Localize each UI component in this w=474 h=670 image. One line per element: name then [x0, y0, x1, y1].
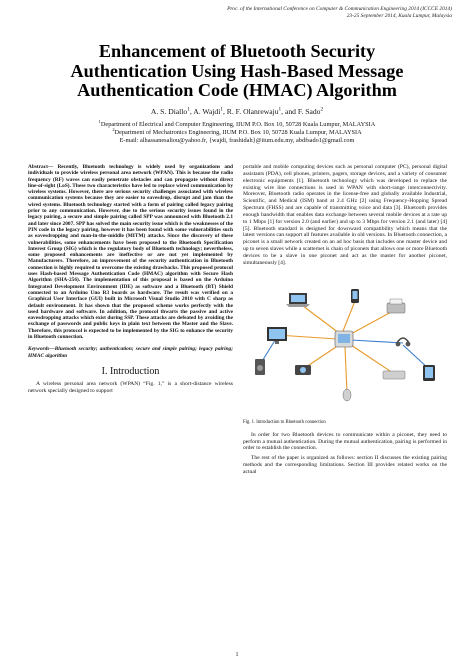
right-paragraph-2: In order for two Bluetooth devices to communicate within a piconet, they need to perform a mutual authentication. During the mutual authentication, pairing is performed in order to establish the connection.: [243, 431, 447, 452]
left-column: [28, 164, 233, 395]
hub-device: [335, 331, 353, 347]
link: [345, 347, 347, 393]
author-2: A. Wajdi: [193, 107, 221, 116]
link: [299, 303, 339, 333]
conference-line-2: 23-25 September 2014, Kuala Lumpur, Malaysia: [346, 13, 452, 19]
author-4: F. Sado: [297, 107, 321, 116]
monitor-icon: [267, 327, 287, 344]
affiliation-1-sup: 1: [98, 118, 101, 124]
section-number: I.: [101, 365, 108, 377]
phone-icon: [351, 289, 359, 303]
figure-bluetooth-connection: [243, 273, 447, 413]
author-4-sup: 2: [320, 106, 324, 113]
affiliation-1-text: Department of Electrical and Computer Engineering, IIUM P.O. Box 10, 50728 Kuala Lumpur, MALAYSIA: [100, 121, 376, 128]
section-heading-introduction: [28, 366, 233, 378]
title-line-3: Authentication Code (HMAC) Algorithm: [77, 80, 397, 100]
printer-icon: [387, 299, 405, 313]
link: [343, 301, 355, 331]
page-number: 1: [235, 652, 239, 658]
author-sep-3: , and: [281, 107, 298, 116]
tablet-icon: [423, 365, 435, 381]
laptop-icon: [286, 293, 310, 307]
keyboard-icon: [383, 371, 405, 379]
affiliation-2-sup: 2: [112, 126, 115, 132]
affiliation-1: [20, 118, 454, 129]
camera-icon: [295, 365, 311, 375]
author-sep-1: ,: [189, 107, 194, 116]
speaker-icon: [255, 359, 265, 375]
affiliation-2: [20, 126, 454, 137]
title-line-2: Authentication Using Hash-Based Message: [70, 60, 404, 81]
affiliations: [20, 118, 454, 145]
figure-caption: Fig. 1. Introduction to Bluetooth connection: [243, 419, 326, 425]
link: [351, 345, 393, 373]
paper-title: [30, 42, 444, 101]
conference-header: [152, 6, 452, 20]
intro-paragraph-1: A wireless personal area network (WPAN) “Fig. 1,” is a short-distance wireless network specially designed to support: [28, 380, 233, 394]
author-1: A. S. Diallo: [150, 107, 188, 116]
author-2-sup: 1: [220, 106, 223, 113]
mouse-icon: [343, 389, 351, 401]
section-title: Introduction: [109, 365, 160, 377]
author-list: [20, 107, 454, 117]
right-paragraph-3: The rest of the paper is organized as follows: section II discusses the existing pairing methods and the corresponding limitations. Section III provides related works on the actual: [243, 455, 447, 475]
right-paragraph-1: portable and mobile computing devices such as personal computer (PC), personal digital assistants (PDA), cell phones, printers, pagers, storage devices, and a variety of consumer electronic equipments [1]. Bluetooth technology which was developed to replace the existing wire line connections is used in WPAN with short-range interconnectivity. Moreover, Bluetooth radio operates in the license-free and globally available Industrial, Scientific, and Medical (ISM) band at 2.4 GHz [2] using Frequency-Hopping Spread Spectrum (FHSS) and are capable of transmitting voice and data [3]. Bluetooth provides enough bandwidth that enables data exchange between several mobile devices at a rate up to 1 Mbps [1] for version 2.0 (and earlier) and up to 3 Mbps for version 2.1 (and later) [4][5]. Bluetooth standard is designed for downward compatibility which means that the latest versions can support all features available in old versions. In Bluetooth connection, a piconet is a small network created on an ad hoc basis that includes one master device and up to seven slaves while a scatternet is chain of piconets that allows one or more Bluetooth devices to be a slave in one piconet and act as the master for another piconet, simultaneously [4].: [243, 164, 447, 266]
affiliation-2-text: Department of Mechatronics Engineering, IIUM P.O. Box 10, 50728 Kuala Lumpur, MALAYSIA: [114, 129, 362, 136]
abstract: Abstract— Recently, Bluetooth technology is widely used by organizations and individuals to provide wireless personal area network (WPAN). This is because the radio frequency (RF) waves can easily penetrate obstacles and can propagate without direct line-of-sight (LoS). These two characteristics have led to replace wired communication by wireless systems. However, there are serious security challenges associated with wireless communication systems because they are easier to eavesdrop, disrupt and jam than the wired systems. Bluetooth technology started with a form of pairing called legacy pairing prior to any communication. However, due to the serious security issues found in the legacy pairing, a secure and simple pairing called SPP was announced with Bluetooth 2.1 and later since 2007. SPP has solved the main security issue which is the weaknesses of the PIN code in the legacy pairing, however it has been found with some vulnerabilities such as eavesdropping and man-in-the-middle (MITM) attacks. Since the discovery of these vulnerabilities, some enhancements have been proposed to the Bluetooth Specification Interest Group (SIG) which is the regulatory body of Bluetooth technology; nevertheless, some proposed enhancements are ineffective or are not yet implemented by Manufacturers. Therefore, an improvement of the security authentication in Bluetooth connection is highly required to overcome the existing drawbacks. This proposed protocol uses Hash-based Message Authentication Code (HMAC) algorithm with Secure Hash Algorithm (SHA-256). The implementation of this proposal is based on the Arduino Integrated Development Environment (IDE) as software and a Bluetooth (BT) Shield connected to an Arduino Uno R3 boards as hardware. The result was verified on a Graphical User Interface (GUI) built in Microsoft Visual Studio 2010 with C sharp as default environment. It has shown that the proposed scheme works perfectly with the used hardware and software. In addition, the protocol thwarts the passive and active eavesdropping attacks which exist during SSP. These attacks are defeated by avoiding the exchange of passwords and public keys in plain text between the Master and the Slave. Therefore, this protocol is expected to be implemented by the SIG to enhance the security in Bluetooth connection.: [28, 164, 233, 341]
author-3: R. F. Olanrewaju: [226, 107, 279, 116]
link: [349, 311, 393, 335]
author-sep-2: ,: [223, 107, 227, 116]
title-line-1: Enhancement of Bluetooth Security: [98, 41, 376, 61]
keywords: Keywords—Bluetooth security; authentication; secure and simple pairing; legacy pairing; HMAC algorithm: [28, 346, 233, 359]
author-1-sup: 1: [187, 106, 190, 113]
author-emails: E-mail: alhassanesaliou@yahoo.fr, {wajdi, frashidah}@iium.edu.my, abdfsado1@gmail.com: [119, 137, 355, 144]
right-column: [243, 164, 447, 476]
link: [351, 340, 403, 343]
author-3-sup: 1: [278, 106, 282, 113]
conference-line-1: Proc. of the International Conference on Computer & Communication Engineering 2014 (ICCCE 2014): [227, 6, 452, 12]
